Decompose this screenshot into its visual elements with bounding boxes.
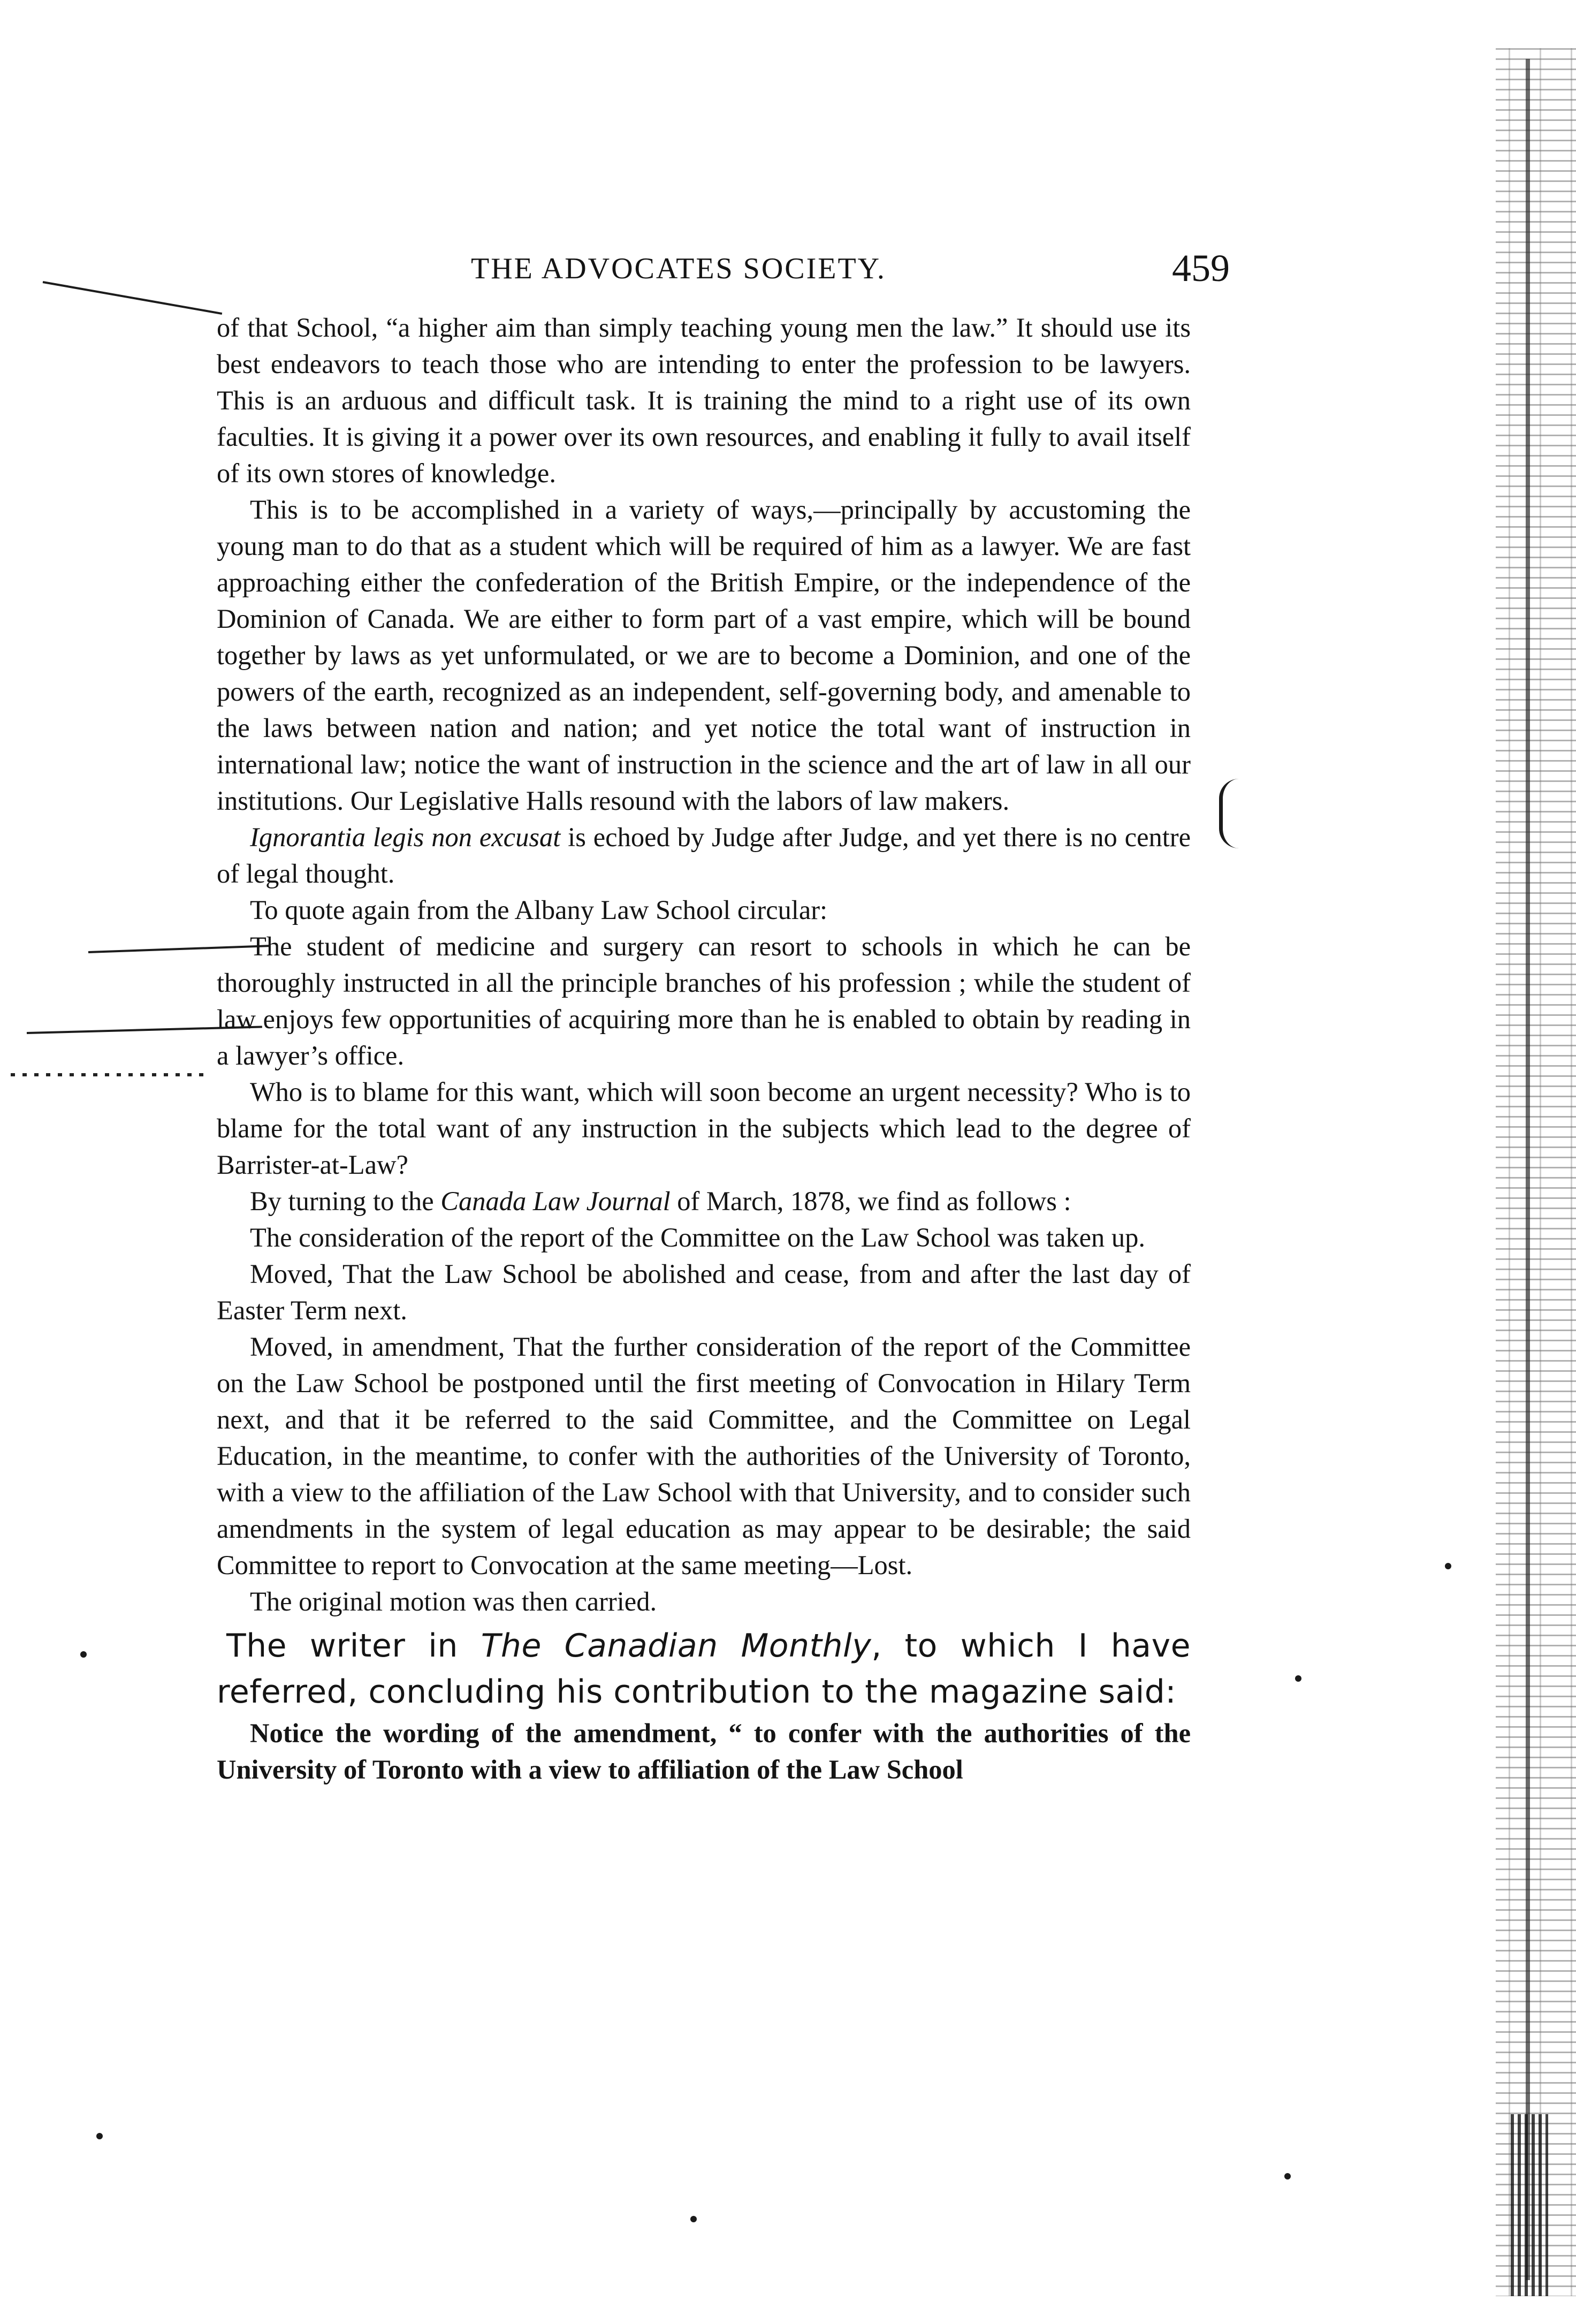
paragraph: [217, 1183, 1191, 1219]
ink-speck: [1284, 2173, 1291, 2179]
magazine-title: The Canadian Monthly: [481, 1627, 872, 1665]
paragraph: To quote again from the Albany Law School circular:: [250, 895, 828, 925]
latin-phrase: Ignorantia legis non excusat: [250, 822, 561, 852]
paragraph-text: By turning to the: [250, 1186, 441, 1216]
margin-pen-stroke: [43, 281, 223, 315]
paragraph: of that School, “a higher aim than simply teaching young men the law.” It should use its best endeavors to teach those who are intending to enter the profession to be lawyers. This is an arduous and difficult task. It is training the mind to a right use of its own faculties. It is giving it a power over its own resources, and enabling it fully to avail itself of its own stores of knowledge.: [217, 313, 1191, 488]
ink-speck: [1445, 1563, 1451, 1569]
scan-edge-line: [1526, 59, 1530, 2280]
quoted-paragraph: The consideration of the report of the Committee on the Law School was taken up.: [250, 1222, 1146, 1252]
quoted-paragraph: Moved, in amendment, That the further consideration of the report of the Committee on the Law School be postponed until the first meeting of Convocation in Hilary Term next, and that it be referred to the said Committee, and the Committee on Legal Education, in the meantime, to confer with the authorities of the University of Toronto, with a view to the affiliation of the Law School with that University, and to consider such amendments in the system of legal education as may appear to be desirable; the said Committee to report to Convocation at the same meeting—Lost.: [217, 1332, 1191, 1580]
paragraph: This is to be accomplished in a variety of ways,—principally by accustoming the young man to do that as a student which will be required of him as a lawyer. We are fast approaching either the confederation of the British Empire, or the independence of the Dominion of Canada. We are either to form part of a vast empire, which will be bound together by laws as yet unformulated, or we are to become a Dominion, and one of the powers of the earth, recognized as an independent, self-governing body, and amenable to the laws between nation and nation; and yet notice the total want of instruction in international law; notice the want of instruction in the science and the art of law in all our institutions. Our Legislative Halls resound with the labors of law makers.: [217, 495, 1191, 816]
ink-speck: [690, 2216, 697, 2222]
scan-edge-noise: [1496, 48, 1576, 2296]
paragraph: [217, 819, 1191, 892]
paragraph-text: of March, 1878, we find as follows :: [670, 1186, 1071, 1216]
ink-speck: [1295, 1675, 1301, 1682]
paragraph: [217, 1623, 1191, 1715]
quoted-paragraph: The original motion was then carried.: [250, 1586, 657, 1616]
margin-dotted-stroke: [11, 1073, 203, 1076]
quoted-paragraph: The student of medicine and surgery can resort to schools in which he can be thoroughly instructed in all the principle branches of his profession ; while the student of law enjoys few opportunities of acquiring more than he is enabled to obtain by reading in a lawyer’s office.: [217, 931, 1191, 1070]
paragraph-text: , to which I have referred, concluding his contribution to the magazine said:: [217, 1627, 1191, 1711]
running-head: THE ADVOCATES SOCIETY.: [471, 252, 886, 285]
ink-speck: [96, 2133, 103, 2139]
body-text: [217, 309, 1191, 1788]
page-header: [471, 246, 1230, 294]
journal-title: Canada Law Journal: [440, 1186, 671, 1216]
quoted-paragraph: Moved, That the Law School be abolished and cease, from and after the last day of Easter Term next.: [217, 1259, 1191, 1325]
ink-speck: [80, 1651, 87, 1658]
page-number: 459: [1172, 247, 1230, 290]
margin-bracket-mark: [1219, 779, 1239, 848]
paragraph: Who is to blame for this want, which will soon become an urgent necessity? Who is to blame for the total want of any instruction in the subjects which lead to the degree of Barrister-at-Law?: [217, 1077, 1191, 1180]
quoted-paragraph: Notice the wording of the amendment, “ to confer with the authorities of the University of Toronto with a view to affiliation of the Law School: [217, 1718, 1191, 1784]
paragraph-text: The writer in: [226, 1627, 481, 1665]
scan-edge-binding: [1511, 2114, 1548, 2296]
paragraph-text: is echoed by Judge after Judge, and yet there is no centre of legal thought.: [217, 822, 1191, 888]
